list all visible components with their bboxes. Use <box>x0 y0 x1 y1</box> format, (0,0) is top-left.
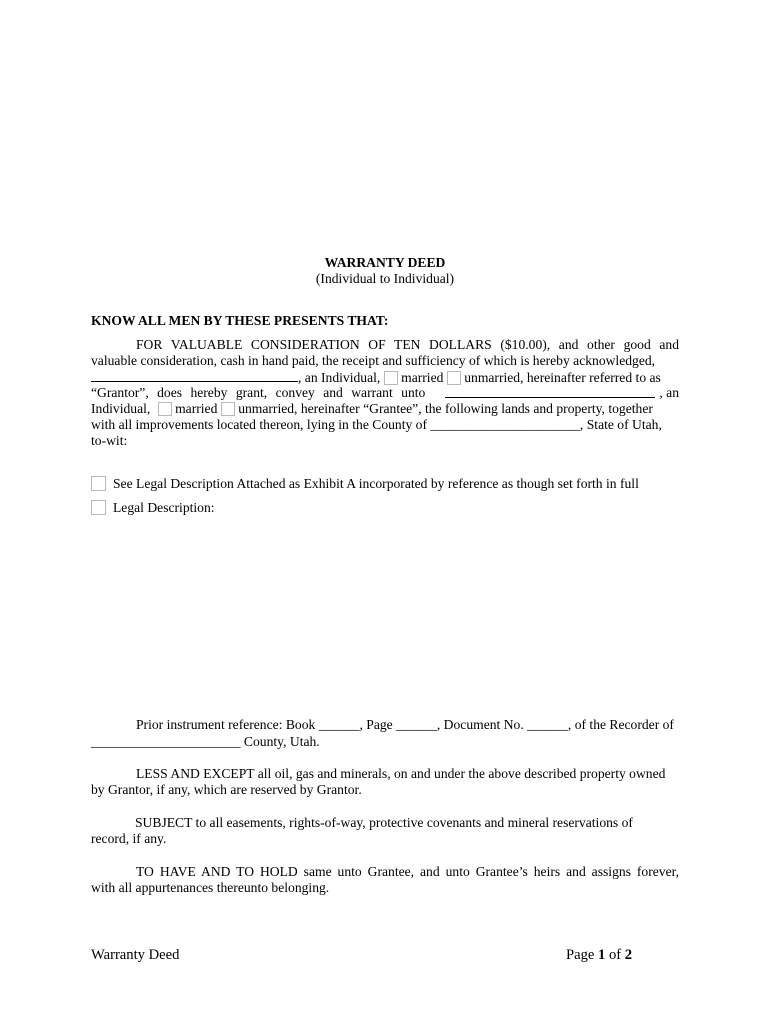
footer-document-name: Warranty Deed <box>91 947 180 963</box>
exhibit-checkbox[interactable] <box>91 476 106 491</box>
consideration-line-5: Individual, married unmarried, hereinafter “Grantee”, the following lands and property, together <box>91 401 653 416</box>
exhibit-option-label: See Legal Description Attached as Exhibit A incorporated by reference as though set forth in full <box>113 476 639 491</box>
grantee-married-checkbox[interactable] <box>158 402 172 416</box>
grantee-unmarried-checkbox[interactable] <box>221 402 235 416</box>
consideration-line-1: FOR VALUABLE CONSIDERATION OF TEN DOLLARS ($10.00), and other good and <box>136 337 679 352</box>
grantee-name-blank[interactable] <box>445 385 655 398</box>
consideration-line-2: valuable consideration, cash in hand paid, the receipt and sufficiency of which is hereby acknowledged, <box>91 353 656 368</box>
habendum-line-2: with all appurtenances thereunto belonging. <box>91 880 330 895</box>
less-except-line-1: LESS AND EXCEPT all oil, gas and minerals, on and under the above described property owned <box>136 766 666 781</box>
consideration-line-7: to-wit: <box>91 433 128 448</box>
consideration-line-4: “Grantor”, does hereby grant, convey and warrant unto , an <box>91 385 679 400</box>
legal-description-checkbox[interactable] <box>91 500 106 515</box>
intro-heading: KNOW ALL MEN BY THESE PRESENTS THAT: <box>91 313 389 328</box>
prior-reference-line-1: Prior instrument reference: Book ______, Page ______, Document No. ______, of the Recorder of <box>136 717 674 732</box>
subject-line-1: SUBJECT to all easements, rights-of-way, protective covenants and mineral reservations of <box>135 815 633 830</box>
habendum-line-1: TO HAVE AND TO HOLD same unto Grantee, and unto Grantee’s heirs and assigns forever, <box>136 864 679 879</box>
prior-reference-line-2: ______________________ County, Utah. <box>91 734 320 749</box>
grantor-married-checkbox[interactable] <box>384 371 398 385</box>
less-except-line-2: by Grantor, if any, which are reserved by Grantor. <box>91 782 362 797</box>
grantor-unmarried-checkbox[interactable] <box>447 371 461 385</box>
consideration-line-6: with all improvements located thereon, lying in the County of ______________________, State of Utah, <box>91 417 662 432</box>
legal-description-label: Legal Description: <box>113 500 215 515</box>
footer-page-number: Page 1 of 2 <box>566 947 633 963</box>
document-title: WARRANTY DEED <box>324 255 446 270</box>
subject-line-2: record, if any. <box>91 831 167 846</box>
document-subtitle: (Individual to Individual) <box>315 271 455 286</box>
grantor-name-blank[interactable] <box>91 369 298 382</box>
consideration-line-3: , an Individual, married unmarried, hereinafter referred to as <box>91 369 679 386</box>
